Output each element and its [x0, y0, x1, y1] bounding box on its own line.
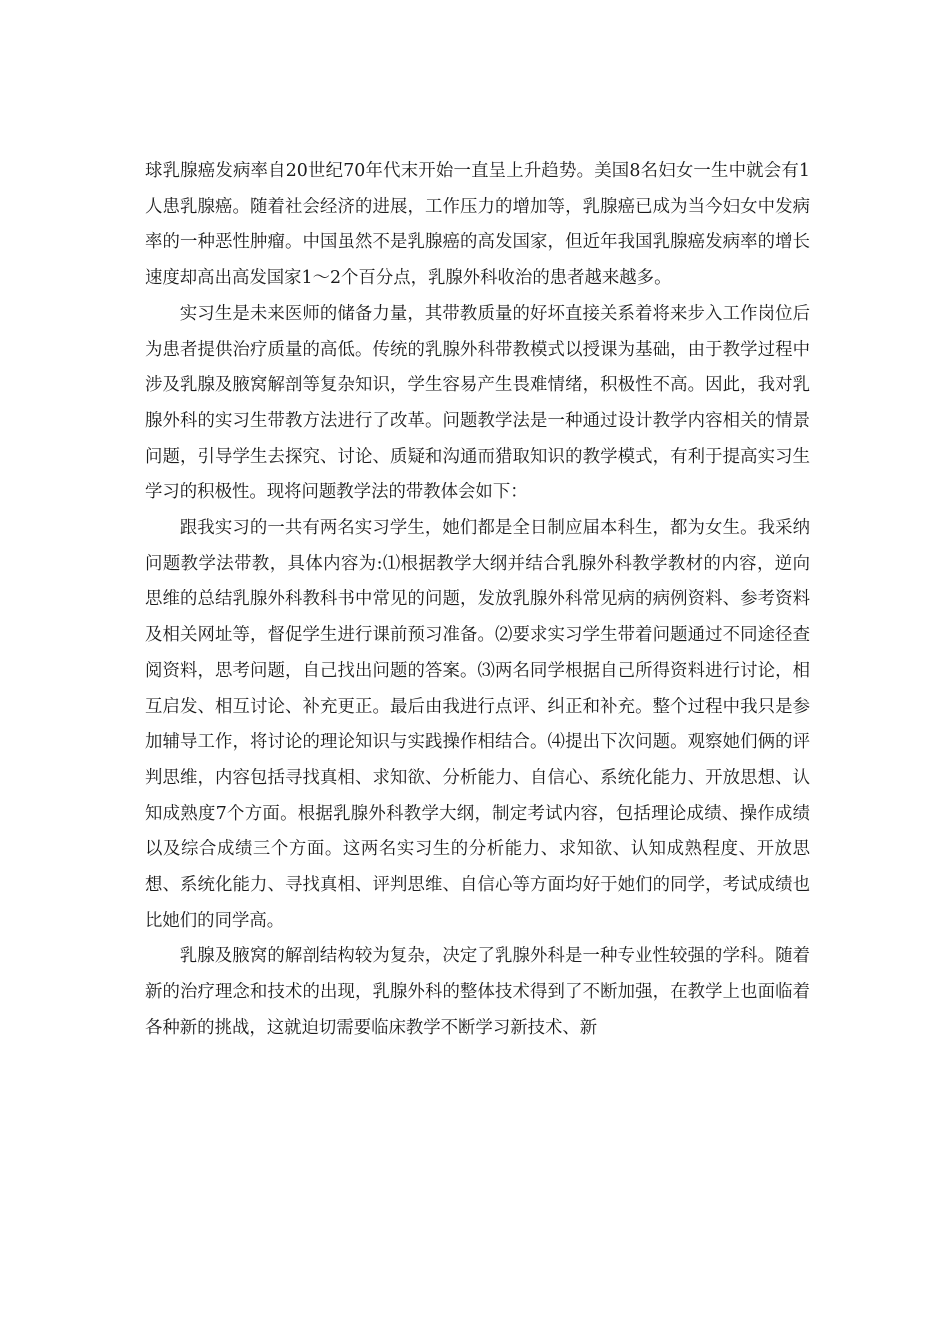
- paragraph-1: 球乳腺癌发病率自20世纪70年代末开始一直呈上升趋势。美国8名妇女一生中就会有1人患乳腺癌。随着社会经济的进展，工作压力的增加等，乳腺癌已成为当今妇女中发病率的一种恶性肿瘤。中国虽然不是乳腺癌的高发国家，但近年我国乳腺癌发病率的增长速度却高出高发国家1～2个百分点，乳腺外科收治的患者越来越多。: [145, 161, 810, 289]
- paragraph-4: 乳腺及腋窝的解剖结构较为复杂，决定了乳腺外科是一种专业性较强的学科。随着新的治疗理念和技术的出现，乳腺外科的整体技术得到了不断加强，在教学上也面临着各种新的挑战，这就迫切需要临床教学不断学习新技术、新: [145, 946, 810, 1038]
- paragraph-3: 跟我实习的一共有两名实习学生，她们都是全日制应届本科生，都为女生。我采纳问题教学法带教，具体内容为:⑴根据教学大纲并结合乳腺外科教学教材的内容，逆向思维的总结乳腺外科教科书中常见的问题，发放乳腺外科常见病的病例资料、参考资料及相关网址等，督促学生进行课前预习准备。⑵要求实习学生带着问题通过不同途径查阅资料，思考问题，自己找出问题的答案。⑶两名同学根据自己所得资料进行讨论，相互启发、相互讨论、补充更正。最后由我进行点评、纠正和补充。整个过程中我只是参加辅导工作，将讨论的理论知识与实践操作相结合。⑷提出下次问题。观察她们俩的评判思维，内容包括寻找真相、求知欲、分析能力、自信心、系统化能力、开放思想、认知成熟度7个方面。根据乳腺外科教学大纲，制定考试内容，包括理论成绩、操作成绩以及综合成绩三个方面。这两名实习生的分析能力、求知欲、认知成熟程度、开放思想、系统化能力、寻找真相、评判思维、自信心等方面均好于她们的同学，考试成绩也比她们的同学高。: [145, 518, 810, 931]
- paragraph-2: 实习生是未来医师的储备力量，其带教质量的好坏直接关系着将来步入工作岗位后为患者提供治疗质量的高低。传统的乳腺外科带教模式以授课为基础，由于教学过程中涉及乳腺及腋窝解剖等复杂知识，学生容易产生畏难情绪，积极性不高。因此，我对乳腺外科的实习生带教方法进行了改革。问题教学法是一种通过设计教学内容相关的情景问题，引导学生去探究、讨论、质疑和沟通而猎取知识的教学模式，有利于提高实习生学习的积极性。现将问题教学法的带教体会如下：: [145, 303, 810, 503]
- body-text: [145, 154, 810, 1047]
